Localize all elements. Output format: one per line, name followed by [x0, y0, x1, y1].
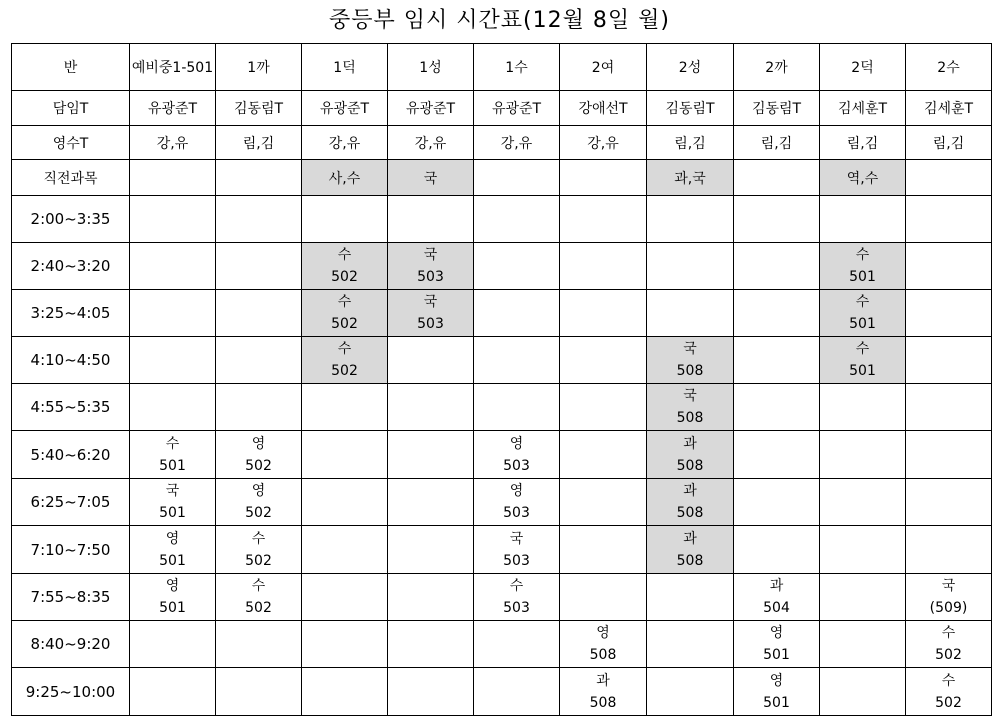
schedule-cell — [388, 574, 474, 621]
subject-text: 영 — [165, 578, 180, 594]
schedule-cell — [820, 243, 906, 290]
schedule-cell — [647, 196, 734, 243]
room-text: 502 — [331, 269, 358, 285]
schedule-cell — [474, 337, 560, 384]
schedule-cell — [216, 384, 302, 431]
room-text: 508 — [676, 363, 704, 379]
room-text: 501 — [159, 505, 186, 521]
room-text: 501 — [763, 694, 790, 711]
room-text: 508 — [589, 694, 617, 711]
room-text: 501 — [849, 269, 876, 285]
subject-text: 수 — [251, 578, 266, 594]
header-row — [12, 44, 992, 91]
schedule-cell — [906, 526, 992, 574]
schedule-cell — [216, 196, 302, 243]
subject-text: 수 — [855, 341, 870, 357]
room-text: 502 — [245, 600, 272, 616]
schedule-cell — [130, 621, 216, 668]
schedule-cell — [647, 431, 734, 479]
subject-text: 과 — [683, 435, 697, 452]
schedule-cell — [130, 243, 216, 290]
schedule-cell — [906, 431, 992, 479]
schedule-cell — [820, 337, 906, 384]
subject-text: 영 — [509, 435, 524, 452]
time-slot-row — [12, 337, 992, 384]
schedule-cell — [820, 574, 906, 621]
schedule-cell — [820, 479, 906, 526]
header-cell — [906, 160, 992, 196]
row-label: 영수T — [12, 126, 130, 160]
schedule-cell — [647, 290, 734, 337]
schedule-cell — [734, 337, 820, 384]
schedule-cell — [560, 574, 647, 621]
subject-text: 수 — [941, 672, 956, 689]
subject-text: 과 — [683, 483, 697, 499]
schedule-cell — [130, 384, 216, 431]
header-cell: 국 — [388, 160, 474, 196]
room-text: 503 — [503, 552, 530, 569]
subject-text: 국 — [941, 578, 956, 594]
schedule-cell — [560, 621, 647, 668]
subject-text: 과 — [769, 578, 784, 594]
time-slot-row — [12, 526, 992, 574]
subject-text: 수 — [251, 530, 266, 547]
schedule-cell — [820, 668, 906, 716]
schedule-cell — [474, 621, 560, 668]
schedule-cell — [820, 621, 906, 668]
schedule-cell — [560, 668, 647, 716]
schedule-cell — [906, 337, 992, 384]
time-slot-row — [12, 290, 992, 337]
schedule-cell — [647, 337, 734, 384]
time-slot-row — [12, 479, 992, 526]
subject-text: 국 — [165, 483, 180, 499]
header-cell — [474, 160, 560, 196]
schedule-cell — [734, 668, 820, 716]
schedule-cell — [474, 384, 560, 431]
schedule-cell — [734, 479, 820, 526]
header-cell: 역,수 — [820, 160, 906, 196]
room-text: 501 — [849, 316, 876, 332]
room-text: 501 — [159, 600, 186, 616]
schedule-cell — [734, 526, 820, 574]
schedule-cell — [130, 290, 216, 337]
subject-text: 국 — [683, 341, 697, 357]
room-text: 502 — [935, 647, 962, 663]
time-slot-label: 7:10~7:50 — [12, 526, 130, 574]
schedule-cell — [130, 196, 216, 243]
subject-text: 수 — [337, 294, 352, 310]
row-label: 반 — [12, 44, 130, 91]
schedule-cell — [560, 290, 647, 337]
schedule-cell — [560, 196, 647, 243]
schedule-cell — [734, 243, 820, 290]
schedule-cell — [647, 621, 734, 668]
schedule-cell — [647, 384, 734, 431]
timetable — [11, 43, 992, 716]
header-cell: 강,유 — [130, 126, 216, 160]
room-text: 504 — [763, 600, 790, 616]
header-row — [12, 160, 992, 196]
schedule-cell — [388, 668, 474, 716]
subject-text: 수 — [337, 247, 352, 263]
schedule-cell — [302, 290, 388, 337]
header-cell: 예비중1-501 — [130, 44, 216, 91]
room-text: 501 — [159, 552, 186, 569]
schedule-cell — [647, 526, 734, 574]
header-cell: 유광준T — [302, 91, 388, 126]
schedule-cell — [820, 384, 906, 431]
schedule-cell — [302, 243, 388, 290]
header-cell: 김세훈T — [906, 91, 992, 126]
subject-text: 수 — [165, 435, 180, 452]
room-text: 503 — [503, 505, 530, 521]
time-slot-label: 2:40~3:20 — [12, 243, 130, 290]
time-slot-row — [12, 243, 992, 290]
time-slot-label: 8:40~9:20 — [12, 621, 130, 668]
time-slot-row — [12, 196, 992, 243]
subject-text: 국 — [683, 388, 697, 404]
subject-text: 수 — [941, 625, 956, 641]
header-cell: 2수 — [906, 44, 992, 91]
room-text: 508 — [676, 410, 704, 426]
header-row — [12, 126, 992, 160]
subject-text: 영 — [769, 625, 784, 641]
schedule-cell — [388, 479, 474, 526]
header-cell: 1성 — [388, 44, 474, 91]
subject-text: 과 — [683, 530, 697, 547]
schedule-cell — [906, 621, 992, 668]
schedule-cell — [906, 196, 992, 243]
subject-text: 수 — [855, 294, 870, 310]
room-text: 503 — [503, 600, 530, 616]
time-slot-row — [12, 431, 992, 479]
schedule-cell — [388, 621, 474, 668]
schedule-cell — [734, 621, 820, 668]
schedule-cell — [647, 243, 734, 290]
schedule-cell — [388, 196, 474, 243]
header-cell: 강,유 — [560, 126, 647, 160]
schedule-cell — [474, 574, 560, 621]
schedule-cell — [734, 574, 820, 621]
schedule-cell — [820, 290, 906, 337]
header-cell: 림,김 — [906, 126, 992, 160]
schedule-cell — [216, 479, 302, 526]
header-cell: 강,유 — [474, 126, 560, 160]
schedule-cell — [130, 526, 216, 574]
schedule-cell — [906, 290, 992, 337]
schedule-cell — [474, 290, 560, 337]
schedule-cell — [474, 479, 560, 526]
room-text: 502 — [331, 363, 358, 379]
room-text: 502 — [245, 505, 272, 521]
schedule-cell — [130, 431, 216, 479]
header-cell: 림,김 — [734, 126, 820, 160]
row-label: 직전과목 — [12, 160, 130, 196]
schedule-cell — [216, 526, 302, 574]
schedule-cell — [906, 574, 992, 621]
time-slot-label: 2:00~3:35 — [12, 196, 130, 243]
schedule-cell — [216, 337, 302, 384]
room-text: 503 — [417, 316, 444, 332]
schedule-cell — [474, 668, 560, 716]
header-cell: 강애선T — [560, 91, 647, 126]
schedule-cell — [734, 290, 820, 337]
schedule-cell — [302, 384, 388, 431]
schedule-cell — [216, 668, 302, 716]
header-cell: 림,김 — [647, 126, 734, 160]
header-cell: 1수 — [474, 44, 560, 91]
subject-text: 수 — [337, 341, 352, 357]
header-cell: 림,김 — [820, 126, 906, 160]
header-cell: 강,유 — [302, 126, 388, 160]
schedule-cell — [474, 196, 560, 243]
schedule-cell — [820, 431, 906, 479]
schedule-cell — [302, 337, 388, 384]
subject-text: 과 — [596, 672, 610, 689]
schedule-cell — [216, 243, 302, 290]
schedule-cell — [734, 431, 820, 479]
schedule-cell — [302, 574, 388, 621]
header-cell: 2까 — [734, 44, 820, 91]
schedule-cell — [302, 431, 388, 479]
schedule-cell — [474, 526, 560, 574]
subject-text: 수 — [509, 578, 524, 594]
room-text: 508 — [676, 505, 704, 521]
time-slot-label: 3:25~4:05 — [12, 290, 130, 337]
schedule-cell — [130, 479, 216, 526]
schedule-cell — [734, 384, 820, 431]
time-slot-label: 7:55~8:35 — [12, 574, 130, 621]
schedule-cell — [734, 196, 820, 243]
subject-text: 영 — [251, 483, 266, 499]
header-cell: 림,김 — [216, 126, 302, 160]
subject-text: 영 — [509, 483, 524, 499]
header-cell: 사,수 — [302, 160, 388, 196]
schedule-cell — [388, 431, 474, 479]
subject-text: 국 — [423, 247, 438, 263]
time-slot-label: 4:10~4:50 — [12, 337, 130, 384]
schedule-cell — [560, 337, 647, 384]
time-slot-row — [12, 384, 992, 431]
schedule-cell — [302, 196, 388, 243]
room-text: 508 — [589, 647, 617, 663]
schedule-cell — [560, 479, 647, 526]
header-cell: 유광준T — [474, 91, 560, 126]
subject-text: 영 — [769, 672, 784, 689]
room-text: 502 — [331, 316, 358, 332]
time-slot-row — [12, 668, 992, 716]
schedule-cell — [647, 668, 734, 716]
schedule-cell — [474, 243, 560, 290]
schedule-cell — [130, 668, 216, 716]
time-slot-row — [12, 621, 992, 668]
header-cell — [560, 160, 647, 196]
subject-text: 수 — [855, 247, 870, 263]
room-text: 502 — [245, 552, 272, 569]
room-text: 502 — [935, 694, 962, 711]
header-cell: 1덕 — [302, 44, 388, 91]
row-label: 담임T — [12, 91, 130, 126]
header-cell: 유광준T — [388, 91, 474, 126]
room-text: 501 — [849, 363, 876, 379]
time-slot-label: 9:25~10:00 — [12, 668, 130, 716]
schedule-cell — [302, 479, 388, 526]
schedule-cell — [388, 243, 474, 290]
schedule-cell — [388, 337, 474, 384]
schedule-cell — [216, 290, 302, 337]
schedule-cell — [302, 668, 388, 716]
room-text: 501 — [763, 647, 790, 663]
header-cell: 김동림T — [216, 91, 302, 126]
schedule-cell — [647, 574, 734, 621]
header-cell: 2여 — [560, 44, 647, 91]
schedule-cell — [130, 574, 216, 621]
room-text: 508 — [676, 457, 704, 474]
schedule-cell — [130, 337, 216, 384]
schedule-cell — [820, 526, 906, 574]
schedule-cell — [216, 431, 302, 479]
subject-text: 영 — [165, 530, 180, 547]
header-cell: 김동림T — [734, 91, 820, 126]
schedule-cell — [216, 621, 302, 668]
schedule-cell — [906, 243, 992, 290]
subject-text: 국 — [423, 294, 438, 310]
schedule-cell — [302, 526, 388, 574]
schedule-cell — [647, 479, 734, 526]
time-slot-label: 6:25~7:05 — [12, 479, 130, 526]
room-text: 508 — [676, 552, 704, 569]
header-cell — [130, 160, 216, 196]
header-cell: 2성 — [647, 44, 734, 91]
schedule-cell — [560, 243, 647, 290]
header-row — [12, 91, 992, 126]
header-cell — [734, 160, 820, 196]
header-cell: 김동림T — [647, 91, 734, 126]
schedule-cell — [388, 526, 474, 574]
header-cell: 유광준T — [130, 91, 216, 126]
header-cell: 1까 — [216, 44, 302, 91]
schedule-cell — [906, 384, 992, 431]
room-text: 503 — [503, 457, 530, 474]
subject-text: 국 — [509, 530, 524, 547]
schedule-cell — [906, 479, 992, 526]
schedule-cell — [474, 431, 560, 479]
room-text: 501 — [159, 457, 186, 474]
header-cell: 과,국 — [647, 160, 734, 196]
room-text: (509) — [929, 600, 968, 616]
schedule-cell — [906, 668, 992, 716]
page-title: 중등부 임시 시간표(12월 8일 월) — [329, 8, 670, 33]
header-cell: 강,유 — [388, 126, 474, 160]
schedule-cell — [388, 384, 474, 431]
time-slot-label: 5:40~6:20 — [12, 431, 130, 479]
header-cell: 2덕 — [820, 44, 906, 91]
room-text: 503 — [417, 269, 444, 285]
schedule-cell — [388, 290, 474, 337]
room-text: 502 — [245, 457, 272, 474]
schedule-cell — [560, 431, 647, 479]
schedule-cell — [216, 574, 302, 621]
subject-text: 영 — [596, 625, 610, 641]
schedule-cell — [560, 526, 647, 574]
header-cell — [216, 160, 302, 196]
schedule-cell — [560, 384, 647, 431]
schedule-cell — [302, 621, 388, 668]
time-slot-row — [12, 574, 992, 621]
subject-text: 영 — [251, 435, 266, 452]
time-slot-label: 4:55~5:35 — [12, 384, 130, 431]
schedule-cell — [820, 196, 906, 243]
header-cell: 김세훈T — [820, 91, 906, 126]
